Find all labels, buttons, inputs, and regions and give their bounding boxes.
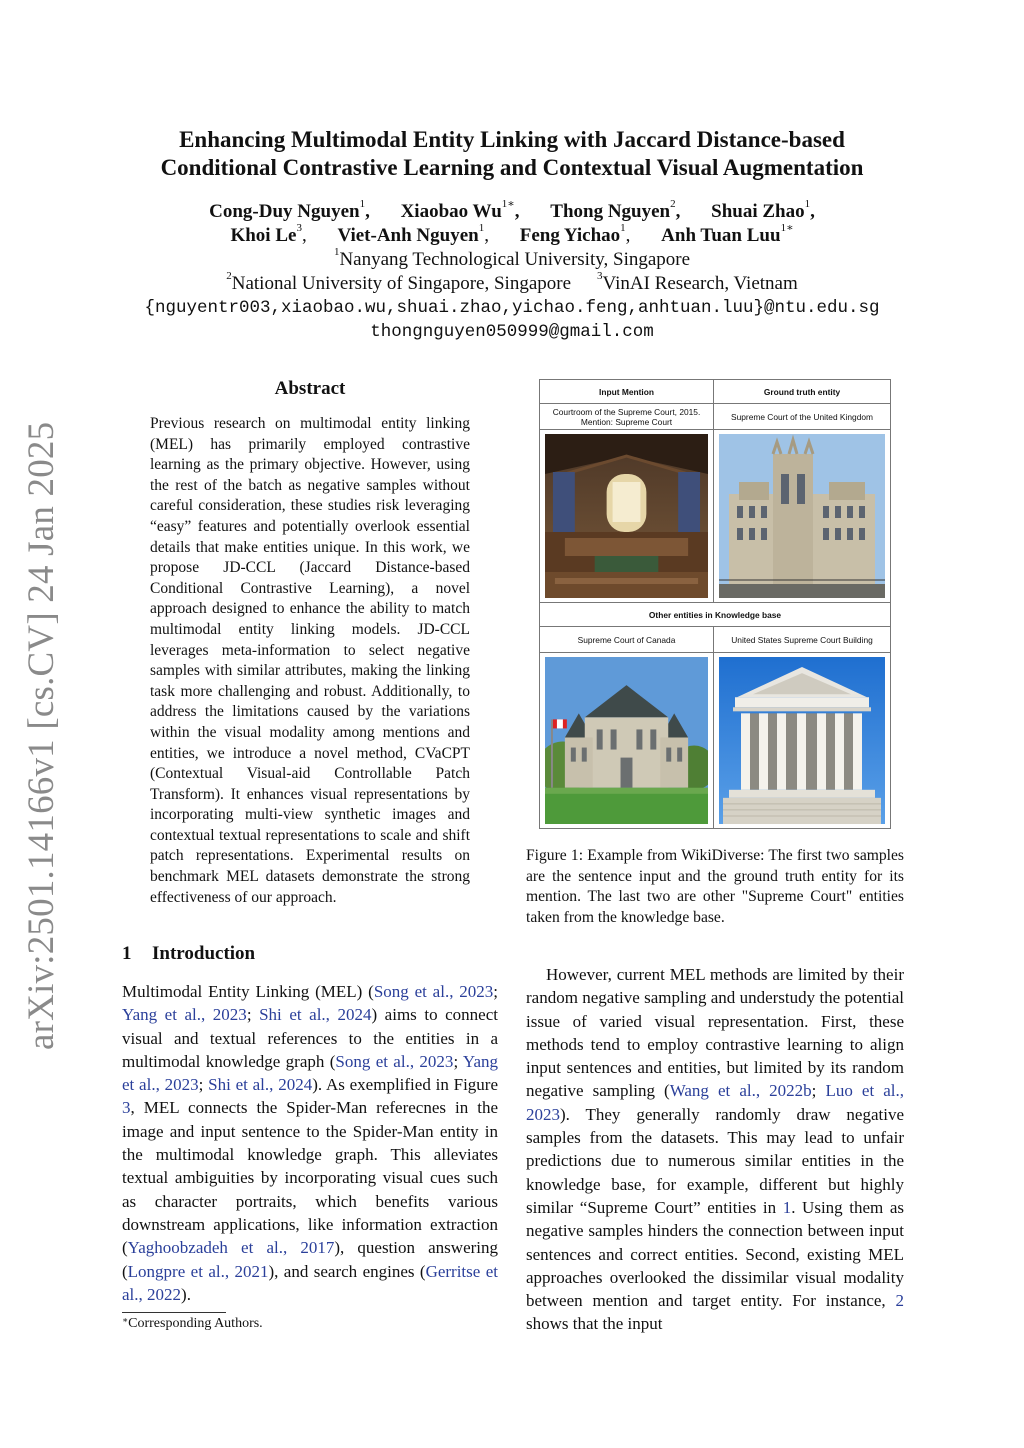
email-line-2[interactable]: thongnguyen050999@gmail.com — [370, 322, 654, 342]
citation-link[interactable]: Song et al., 2023 — [373, 982, 494, 1001]
figure-ref-link[interactable]: 2 — [895, 1291, 904, 1311]
canada-caption: Supreme Court of Canada — [540, 627, 714, 653]
arxiv-side-label: arXiv:2501.14166v1 [cs.CV] 24 Jan 2025 — [21, 421, 62, 1050]
author-name: Thong Nguyen — [550, 201, 671, 222]
author-affil-mark: 2 — [670, 198, 676, 210]
citation-link[interactable]: Yang et al., 2023 — [122, 1005, 247, 1025]
author-affil-mark: 1 — [620, 222, 626, 234]
figure-ref-link[interactable]: 3 — [122, 1098, 131, 1118]
citation-link[interactable]: Shi et al., 2024 — [259, 1005, 372, 1025]
us-caption: United States Supreme Court Building — [714, 627, 890, 653]
author-name: Shuai Zhao — [711, 201, 805, 222]
author-block — [0, 200, 1024, 344]
author-affil-mark: 1∗ — [501, 198, 515, 210]
intro-paragraph: Multimodal Entity Linking (MEL) (Song et al., 2023; Yang et al., 2023; Shi et al., 2024) aims to connect visual and textual references to the entities in a multimodal knowledge graph (Song et al., 2023; Yang et al., 2023; Shi et al., 2024). As exemplified in Figure 3, MEL connects the Spider-Man referecnes in the image and input sentence to the Spider-Man entity in the multimodal knowledge graph. This alleviates textual ambiguities by incorporating visual cues such as character portraits, which benefits various downstream applications, like information extraction (Yaghoobzadeh et al., 2017), question answering (Longpre et al., 2021), and search engines (Gerritse et al., 2022). — [122, 982, 499, 1304]
citation-link[interactable]: Yaghoobzadeh et al., 2017 — [127, 1238, 335, 1258]
author-name: Xiaobao Wu — [400, 201, 502, 222]
courtroom-image — [540, 430, 714, 603]
citation-link[interactable]: Song et al., 2023 — [335, 1051, 454, 1071]
author-line-1: Cong-Duy Nguyen$^1$, Xiaobao $Wu^{1∗}$, Thong Nguyen$^2$, Shuai Zhao$^1$, — [209, 198, 815, 222]
author-line-2: Khoi Le$^3$, Viet-Anh Nguyen$^1$, Feng Yichao$^1$, Anh Tuan Luu$^{1∗}$ — [230, 222, 794, 246]
title-line-2: Conditional Contrastive Learning and Contextual Visual Augmentation — [160, 155, 864, 180]
canada-supreme-court-image — [540, 653, 714, 828]
paper-title — [0, 126, 1024, 182]
citation-link[interactable]: Shi et al., 2024 — [208, 1075, 313, 1095]
figure-1-caption: Figure 1: Example from WikiDiverse: The first two samples are the sentence input and the ground truth entity for its mention. The last two are other "Supreme Court" entities taken from the knowledge base. — [526, 847, 904, 926]
uk-supreme-court-image — [714, 430, 890, 603]
citation-link[interactable]: Yang et al., 2023 — [122, 1051, 499, 1095]
affiliation-1: $^1$Nanyang Technological University, Singapore — [333, 246, 691, 270]
author-name: Cong-Duy Nguyen — [209, 201, 360, 222]
figure-1 — [539, 379, 891, 829]
affiliation-2-3: $^2$National University of Singapore, Singapore $^3$VinAI Research, Vietnam — [226, 270, 798, 294]
author-affil-mark: 1∗ — [780, 222, 794, 234]
author-name: Viet-Anh Nguyen — [337, 225, 479, 246]
footnote: ∗Corresponding Authors. — [122, 1315, 263, 1331]
footnote-rule — [122, 1312, 226, 1313]
abstract-body: Previous research on multimodal entity linking (MEL) has primarily employed contrastive learning as the primary objective. However, using the rest of the batch as negative samples without careful consideration, these studies risk leveraging “easy” features and potentially overlook essential details that make entities unique. In this work, we propose JD-CCL (Jaccard Distance-based Conditional Contrastive Learning), a novel approach designed to enhance the ability to match multimodal entity linking models. JD-CCL leverages meta-information to select negative samples with similar attributes, making the linking task more challenging and robust. Additionally, to address the limitations caused by the variations within the visual modality among mentions and entities, we introduce a novel method, CVaCPT (Contextual Visual-aid Controllable Patch Transform). It enhances visual representations by incorporating multi-view synthetic images and contextual textual representations to scale and shift patch representations. Experimental results on benchmark MEL datasets demonstrate the strong effectiveness of our approach. — [150, 415, 470, 906]
author-name: Anh Tuan Luu — [661, 225, 781, 246]
figure-header-input-mention: Input Mention — [540, 380, 714, 404]
author-name: Khoi Le — [230, 225, 297, 246]
section-heading: 1 Introduction — [122, 943, 256, 964]
email-line-1[interactable]: {nguyentr003,xiaobao.wu,shuai.zhao,yichao.feng,anhtuan.luu}@ntu.edu.sg — [144, 298, 880, 318]
right-column-paragraph: However, current MEL methods are limited by their random negative sampling and understudy the potential issue of varied visual representation. First, these methods tend to employ contrastive learning to align input sentences and entities, but limited by its random negative sampling (Wang et al., 2022b; Luo et al., 2023). They generally randomly draw negative samples from the datasets. This may lead to unfair predictions due to numerous similar entities in the knowledge base, for example, different but highly similar “Supreme Court” entities in 1. Using them as negative samples hinders the connection between input sentences and correct entities. Second, existing MEL approaches overlooked the dissimilar visual modality between mention and target entity. For instance, 2 shows that the input — [526, 965, 904, 1334]
abstract-heading: Abstract — [274, 378, 346, 399]
author-name: Feng Yichao — [519, 225, 621, 246]
author-affil-mark: 1 — [478, 222, 485, 234]
author-affil-mark: 3 — [296, 222, 302, 234]
figure-ref-link[interactable]: 1 — [782, 1197, 792, 1217]
author-affil-mark: 1 — [359, 198, 366, 210]
citation-link[interactable]: Gerritse et al., 2022 — [122, 1261, 498, 1304]
author-affil-mark: 1 — [804, 198, 811, 210]
citation-link[interactable]: Wang et al., 2022b — [669, 1081, 812, 1101]
citation-link[interactable]: Longpre et al., 2021 — [127, 1261, 269, 1281]
title-line-1: Enhancing Multimodal Entity Linking with Jaccard Distance-based — [179, 127, 845, 152]
citation-link[interactable]: Luo et al., 2023 — [526, 1081, 904, 1124]
truth-caption: Supreme Court of the United Kingdom — [714, 404, 890, 430]
mention-caption: Courtroom of the Supreme Court, 2015. Mention: Supreme Court — [540, 404, 714, 430]
figure-header-other-entities: Other entities in Knowledge base — [540, 603, 890, 627]
figure-header-ground-truth: Ground truth entity — [714, 380, 890, 404]
us-supreme-court-image — [714, 653, 890, 828]
